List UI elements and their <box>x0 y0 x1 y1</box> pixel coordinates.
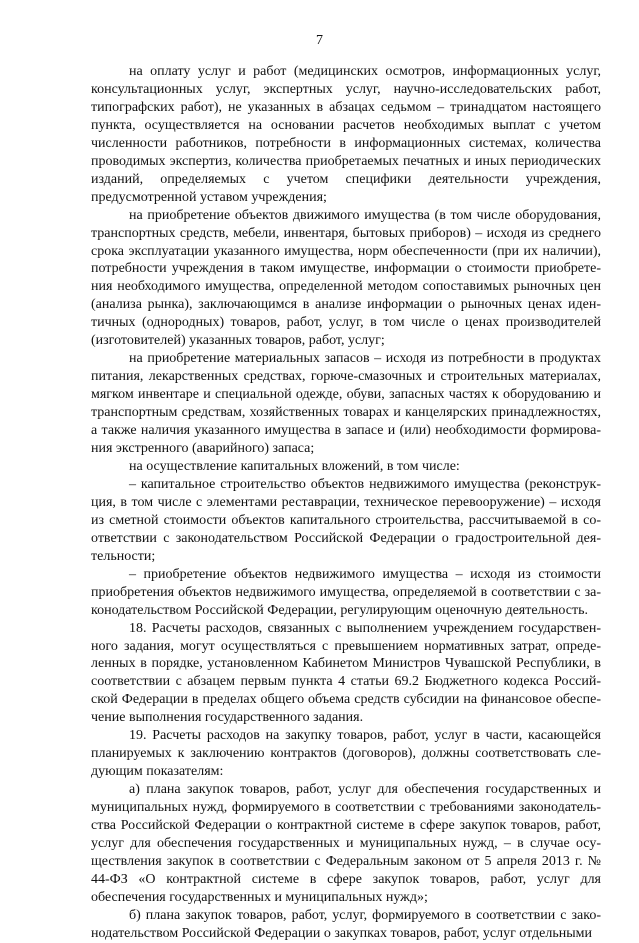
paragraph-capital-investments: на осуществление капитальных вложений, в том числе: <box>129 458 460 474</box>
paragraph-item-19a: а) плана закупок товаров, работ, услуг для обеспечения государственных и муниципальных нужд, формируемого в соответствии с требованиями законодательства Российской Федерации о контрактной системе в сфере закупок товаров, работ, услуг для обеспечения государственных и муниципальных нужд, – в случае осуществления закупок в соответствии с Федеральным законом от 5 апреля 2013 г. № 44-ФЗ «О контрактной системе в сфере закупок товаров, работ, услуг для обеспечения государственных и муниципальных нужд»; <box>91 782 601 905</box>
paragraph-movable-property: на приобретение объектов движимого имущества (в том числе оборудования, транспортных средств, мебели, инвентаря, бытовых приборов) – исходя из среднего срока эксплуатации указанного имущества, норм обеспеченности (при их наличии), потребности учреждения в таком имуществе, информации о стоимости приобретения необходимого имущества, определенной методом сопоставимых рыночных цен (анализа рынка), заключающимся в анализе информации о рыночных ценах идентичных (однородных) товаров, работ, услуг, в том числе о ценах производителей (изготовителей) указанных товаров, работ, услуг; <box>91 207 601 349</box>
paragraph-capital-construction: – капитальное строительство объектов недвижимого имущества (реконструкция, в том числе с элементами реставрации, техническое перевооружение) – исходя из сметной стоимости объектов капитального строительства, рассчитываемой в соответствии с законодательством Российской Федерации о градостроительной деятельности; <box>91 476 601 564</box>
paragraph-item-19: 19. Расчеты расходов на закупку товаров, работ, услуг в части, касающейся планируемых к заключению контрактов (договоров), должны соответствовать следующим показателям: <box>91 728 601 780</box>
paragraph-item-18: 18. Расчеты расходов, связанных с выполнением учреждением государственного задания, могут осуществляться с превышением нормативных затрат, определенных в порядке, установленном Кабинетом Министров Чувашской Республики, в соответствии с абзацем первым пункта 4 статьи 69.2 Бюджетного кодекса Российской Федерации в пределах общего объема средств субсидии на финансовое обеспечение выполнения государственного задания. <box>91 620 601 726</box>
paragraph-real-estate-acquisition: – приобретение объектов недвижимого имущества – исходя из стоимости приобретения объектов недвижимого имущества, определяемой в соответствии с законодательством Российской Федерации, регулирующим оценочную деятельность. <box>91 566 601 618</box>
paragraph-services-payment: на оплату услуг и работ (медицинских осмотров, информационных услуг, консультационных услуг, экспертных услуг, научно-исследовательских работ, типографских работ), не указанных в абзацах седьмом – тринадцатом настоящего пункта, осуществляется на основании расчетов необходимых выплат с учетом численности работников, потребности в информационных системах, количества проводимых экспертиз, количества приобретаемых печатных и иных периодических изданий, определяемых с учетом специфики деятельности учреждения, предусмотренной уставом учреждения; <box>91 64 601 205</box>
page-number: 7 <box>316 33 323 48</box>
document-body <box>91 63 601 943</box>
paragraph-item-19b: б) плана закупок товаров, работ, услуг, формируемого в соответствии с законодательством Российской Федерации о закупках товаров, работ, услуг отдельными <box>91 907 601 941</box>
paragraph-material-stocks: на приобретение материальных запасов – исходя из потребности в продуктах питания, лекарственных средствах, горюче-смазочных и строительных материалах, мягком инвентаре и специальной одежде, обуви, запасных частях к оборудованию и транспортным средствам, хозяйственных товарах и канцелярских принадлежностях, а также наличия указанного имущества в запасе и (или) необходимости формирования экстренного (аварийного) запаса; <box>91 351 601 457</box>
